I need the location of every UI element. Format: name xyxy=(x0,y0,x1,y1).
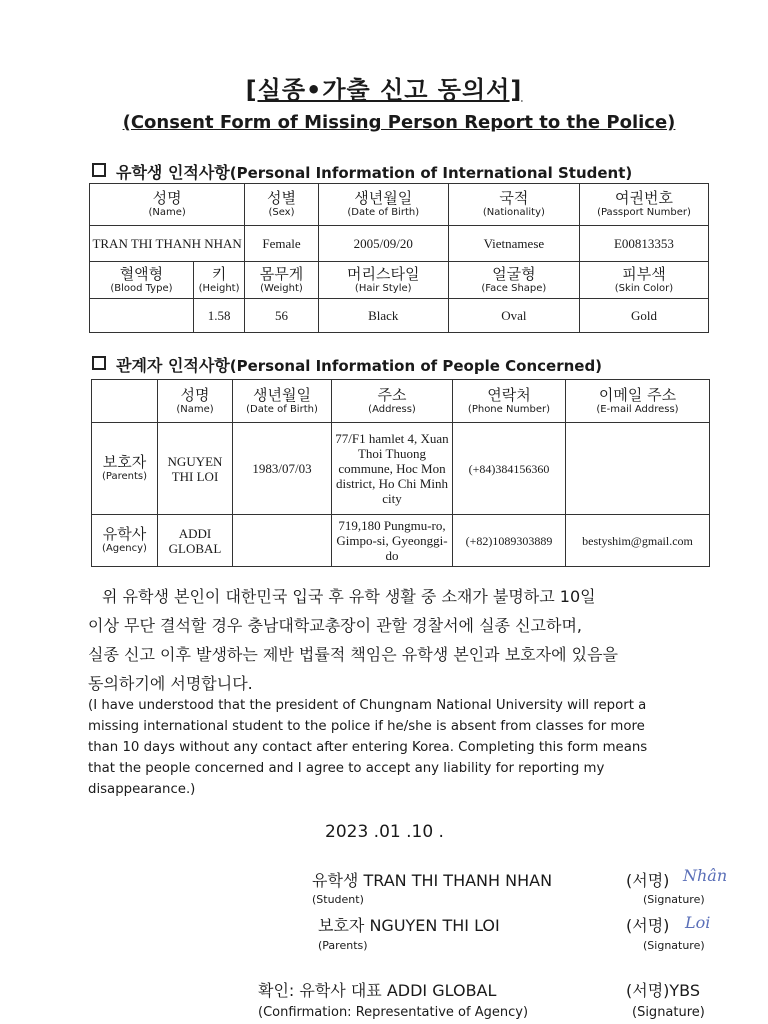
agency-dob-value xyxy=(233,515,332,567)
agency-signature-sub: (Signature) xyxy=(632,1005,705,1020)
header-nationality: 국적 (Nationality) xyxy=(448,184,579,226)
parents-handwritten-signature: Loi xyxy=(685,913,711,932)
student-heading-en: (Personal Information of International Student) xyxy=(229,164,633,182)
header-dob: 생년월일 (Date of Birth) xyxy=(233,380,332,423)
concerned-heading-kr: 관계자 인적사항 xyxy=(116,356,230,375)
parent-dob-value: 1983/07/03 xyxy=(233,423,332,515)
header-address: 주소 (Address) xyxy=(332,380,453,423)
student-face-value: Oval xyxy=(448,299,579,333)
role-parents: 보호자 (Parents) xyxy=(92,423,158,515)
consent-en-line: missing international student to the police if he/she is absent from classes for more xyxy=(88,719,645,734)
document-title-english: (Consent Form of Missing Person Report to the Police) xyxy=(122,112,676,133)
header-hair-style: 머리스타일 (Hair Style) xyxy=(318,262,448,299)
student-height-value: 1.58 xyxy=(193,299,244,333)
student-passport-value: E00813353 xyxy=(579,226,708,262)
parents-signature-sub: (Signature) xyxy=(643,939,705,952)
concerned-info-table xyxy=(91,379,710,567)
consent-kr-line: 이상 무단 결석할 경우 충남대학교총장이 관할 경찰서에 실종 신고하며, xyxy=(88,616,582,635)
consent-paragraph-english xyxy=(88,695,712,800)
student-section-heading xyxy=(92,160,632,183)
agency-signer-sub: (Confirmation: Representative of Agency) xyxy=(258,1005,529,1020)
agency-email-value: bestyshim@gmail.com xyxy=(566,515,710,567)
header-skin-color: 피부색 (Skin Color) xyxy=(579,262,708,299)
agency-name-value: ADDI GLOBAL xyxy=(158,515,233,567)
concerned-section-heading xyxy=(92,353,602,376)
concerned-heading-en: (Personal Information of People Concerned) xyxy=(229,357,603,375)
header-name: 성명 (Name) xyxy=(158,380,233,423)
header-blood-type: 혈액형 (Blood Type) xyxy=(90,262,194,299)
student-header-row-1 xyxy=(90,184,709,226)
consent-kr-line: 위 유학생 본인이 대한민국 입국 후 유학 생활 중 소재가 불명하고 10일 xyxy=(102,587,596,606)
concerned-header-row xyxy=(92,380,710,423)
checkbox-square-icon xyxy=(92,163,106,177)
consent-kr-line: 실종 신고 이후 발생하는 제반 법률적 책임은 유학생 본인과 보호자에 있음을 xyxy=(88,645,618,664)
student-hair-value: Black xyxy=(318,299,448,333)
student-header-row-2 xyxy=(90,262,709,299)
checkbox-square-icon xyxy=(92,356,106,370)
student-signer-label: 유학생 TRAN THI THANH NHAN xyxy=(312,871,553,890)
student-value-row-1 xyxy=(90,226,709,262)
student-weight-value: 56 xyxy=(245,299,318,333)
parent-phone-value: (+84)384156360 xyxy=(453,423,566,515)
header-weight: 몸무게 (Weight) xyxy=(245,262,318,299)
consent-en-line: that the people concerned and I agree to accept any liability for reporting my xyxy=(88,761,605,776)
parent-email-value xyxy=(566,423,710,515)
consent-en-line: (I have understood that the president of Chungnam National University will report a xyxy=(88,698,647,713)
student-nationality-value: Vietnamese xyxy=(448,226,579,262)
agency-signature-label: (서명)YBS xyxy=(626,981,701,1000)
header-height: 키 (Height) xyxy=(193,262,244,299)
consent-paragraph-korean xyxy=(88,582,712,698)
parents-signer-label: 보호자 NGUYEN THI LOI xyxy=(318,916,500,935)
student-signature-label: (서명) xyxy=(626,871,670,890)
document-title-korean: [실종•가출 신고 동의서] xyxy=(245,76,523,104)
student-sex-value: Female xyxy=(245,226,318,262)
student-info-table xyxy=(89,183,709,333)
header-passport: 여권번호 (Passport Number) xyxy=(579,184,708,226)
header-dob: 생년월일 (Date of Birth) xyxy=(318,184,448,226)
student-skin-value: Gold xyxy=(579,299,708,333)
consent-en-line: disappearance.) xyxy=(88,782,196,797)
student-blood-type-value xyxy=(90,299,194,333)
role-agency: 유학사 (Agency) xyxy=(92,515,158,567)
header-role-blank xyxy=(92,380,158,423)
consent-en-line: than 10 days without any contact after entering Korea. Completing this form means xyxy=(88,740,648,755)
table-row xyxy=(92,515,710,567)
signing-date: 2023 .01 .10 . xyxy=(325,822,444,842)
header-face-shape: 얼굴형 (Face Shape) xyxy=(448,262,579,299)
student-value-row-2 xyxy=(90,299,709,333)
student-dob-value: 2005/09/20 xyxy=(318,226,448,262)
header-name: 성명 (Name) xyxy=(90,184,245,226)
parents-signature-label: (서명) xyxy=(626,916,670,935)
student-signer-sub: (Student) xyxy=(312,893,364,906)
header-email: 이메일 주소 (E-mail Address) xyxy=(566,380,710,423)
agency-address-value: 719,180 Pungmu-ro, Gimpo-si, Gyeonggi-do xyxy=(332,515,453,567)
student-name-value: TRAN THI THANH NHAN xyxy=(90,226,245,262)
header-phone: 연락처 (Phone Number) xyxy=(453,380,566,423)
parents-signer-sub: (Parents) xyxy=(318,939,368,952)
header-sex: 성별 (Sex) xyxy=(245,184,318,226)
student-signature-sub: (Signature) xyxy=(643,893,705,906)
student-heading-kr: 유학생 인적사항 xyxy=(116,163,230,182)
student-handwritten-signature: Nhân xyxy=(683,866,728,885)
agency-signer-label: 확인: 유학사 대표 ADDI GLOBAL xyxy=(258,981,497,1000)
parent-address-value: 77/F1 hamlet 4, Xuan Thoi Thuong commune, Hoc Mon district, Ho Chi Minh city xyxy=(332,423,453,515)
consent-kr-line: 동의하기에 서명합니다. xyxy=(88,674,253,693)
parent-name-value: NGUYEN THI LOI xyxy=(158,423,233,515)
table-row xyxy=(92,423,710,515)
agency-phone-value: (+82)1089303889 xyxy=(453,515,566,567)
